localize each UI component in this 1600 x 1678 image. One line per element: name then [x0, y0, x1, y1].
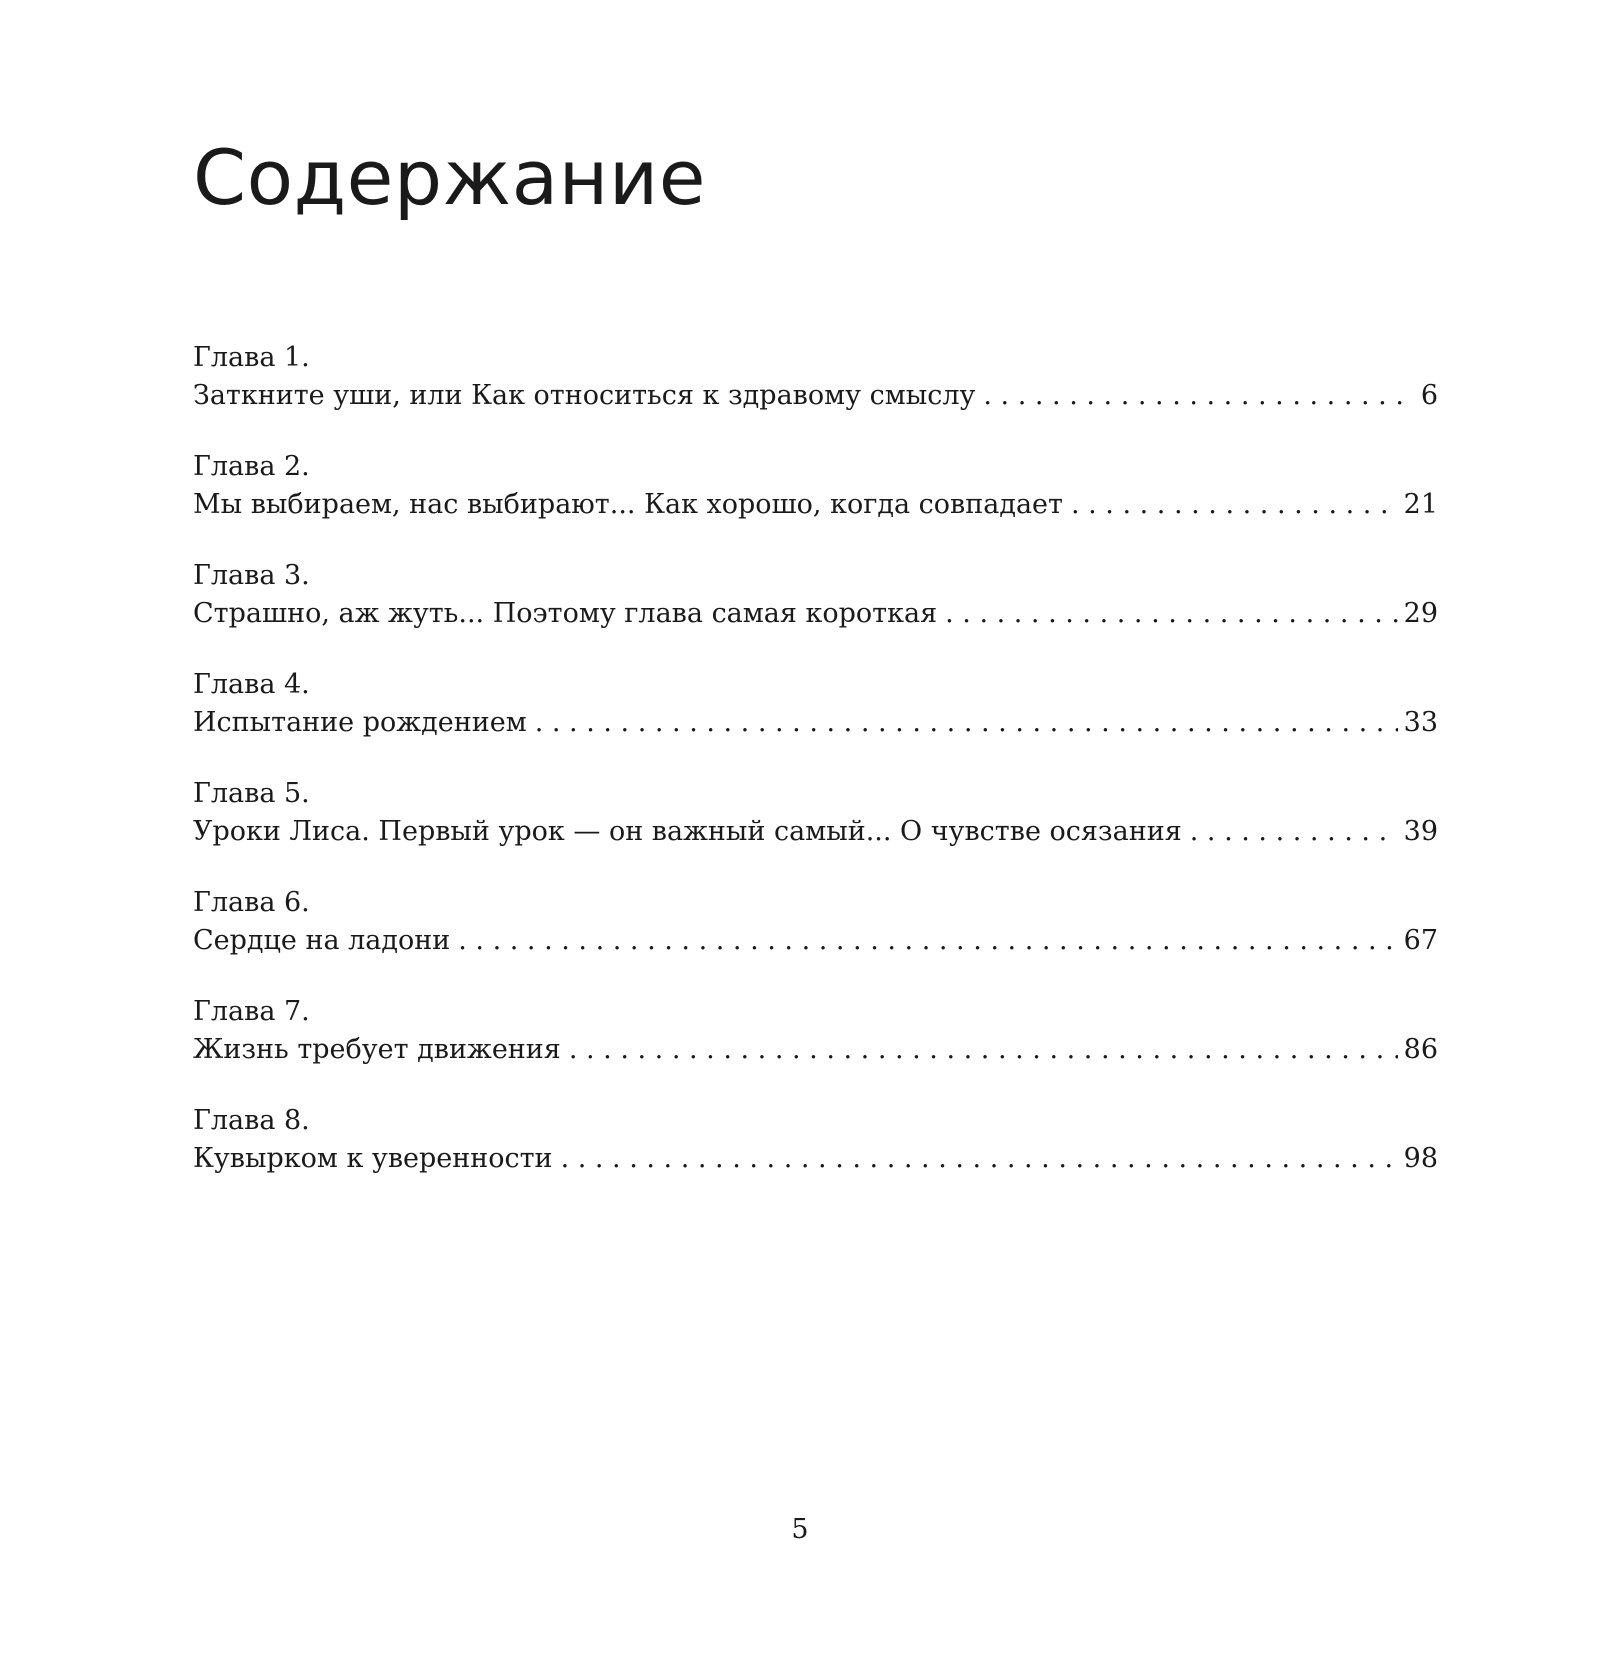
toc-entry-7[interactable] [193, 994, 1438, 1103]
entry-line [193, 594, 1438, 634]
chapter-label: Глава 7. [193, 996, 310, 1027]
chapter-label: Глава 2. [193, 451, 310, 482]
toc-entry-5[interactable] [193, 776, 1438, 885]
chapter-title: Жизнь требует движения [193, 1034, 561, 1065]
chapter-title: Сердце на ладони [193, 925, 451, 956]
dot-leader [535, 703, 1398, 743]
toc-entry-3[interactable] [193, 558, 1438, 667]
entry-line [193, 485, 1438, 525]
page-number: 33 [1403, 707, 1438, 738]
dot-leader [983, 376, 1414, 416]
chapter-label: Глава 3. [193, 560, 310, 591]
entry-line [193, 921, 1438, 961]
chapter-title: Страшно, аж жуть... Поэтому глава самая короткая [193, 598, 938, 629]
chapter-label: Глава 5. [193, 778, 310, 809]
toc-entry-8[interactable] [193, 1103, 1438, 1212]
page-number: 6 [1420, 380, 1438, 411]
chapter-label: Глава 4. [193, 669, 310, 700]
dot-leader [561, 1139, 1398, 1179]
entry-line [193, 1030, 1438, 1070]
page-number: 39 [1403, 816, 1438, 847]
page-number: 98 [1403, 1143, 1438, 1174]
entry-line [193, 703, 1438, 743]
toc-entry-1[interactable] [193, 340, 1438, 449]
dot-leader [569, 1030, 1398, 1070]
page-title: Содержание [193, 133, 706, 222]
table-of-contents [193, 340, 1438, 1212]
chapter-title: Мы выбираем, нас выбирают... Как хорошо, когда совпадает [193, 489, 1063, 520]
toc-entry-2[interactable] [193, 449, 1438, 558]
page-number: 67 [1403, 925, 1438, 956]
dot-leader [1190, 812, 1398, 852]
dot-leader [945, 594, 1398, 634]
page-folio-number: 5 [791, 1514, 809, 1545]
toc-entry-4[interactable] [193, 667, 1438, 776]
toc-entry-6[interactable] [193, 885, 1438, 994]
chapter-label: Глава 6. [193, 887, 310, 918]
chapter-title: Кувырком к уверенности [193, 1143, 553, 1174]
entry-line [193, 1139, 1438, 1179]
page-number: 21 [1403, 489, 1438, 520]
dot-leader [458, 921, 1397, 961]
page-number: 86 [1403, 1034, 1438, 1065]
chapter-title: Заткните уши, или Как относиться к здравому смыслу [193, 380, 976, 411]
entry-line [193, 812, 1438, 852]
dot-leader [1071, 485, 1398, 525]
chapter-label: Глава 1. [193, 342, 310, 373]
chapter-title: Испытание рождением [193, 707, 527, 738]
entry-line [193, 376, 1438, 416]
page-number: 29 [1403, 598, 1438, 629]
chapter-title: Уроки Лиса. Первый урок — он важный самый... О чувстве осязания [193, 816, 1182, 847]
chapter-label: Глава 8. [193, 1105, 310, 1136]
